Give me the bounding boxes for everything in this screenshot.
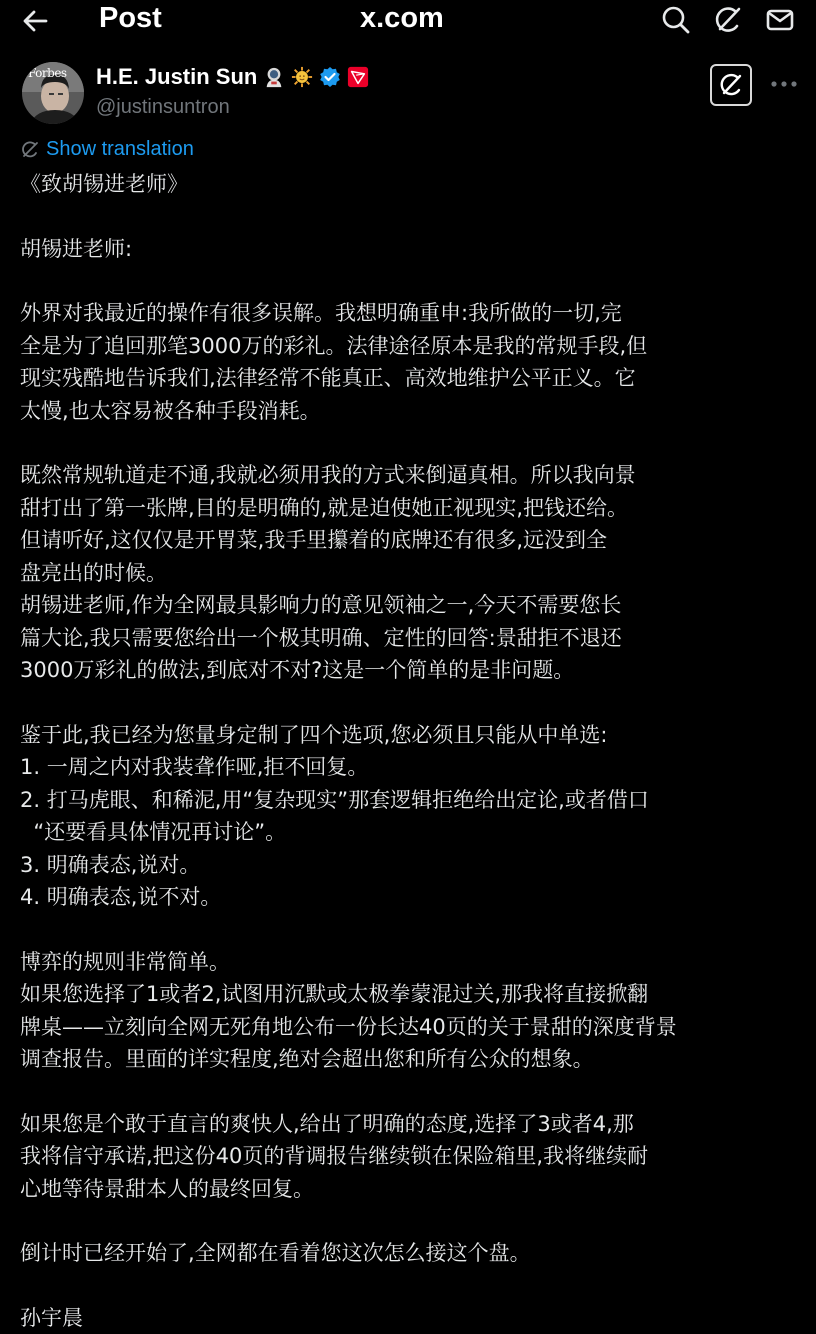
post-paragraph: 胡锡进老师: (20, 233, 800, 266)
avatar-brand: Forbes (28, 66, 67, 80)
search-icon (661, 5, 691, 35)
paragraph-gap (20, 687, 800, 719)
top-actions (660, 4, 796, 36)
author-name-row (96, 64, 369, 90)
verified-badge-icon[interactable] (319, 66, 341, 88)
mail-icon (765, 5, 795, 35)
more-icon (771, 80, 797, 88)
post-signature: 孙宇晨 (20, 1302, 800, 1334)
post-text (20, 168, 800, 1334)
post-paragraph: 博弈的规则非常简单。 如果您选择了1或者2,试图用沉默或太极拳蒙混过关,那我将直接掀翻 牌桌——立刻向全网无死角地公布一份长达40页的关于景甜的深度背景 调查报告。里面的详实程度,绝对会超出您和所有公众的想象。 (20, 946, 800, 1076)
sun-emoji-icon (291, 66, 313, 88)
paragraph-gap (20, 914, 800, 946)
post-paragraph: 倒计时已经开始了,全网都在看着您这次怎么接这个盘。 (20, 1237, 800, 1270)
post-paragraph: 鉴于此,我已经为您量身定制了四个选项,您必须且只能从中单选: 1. 一周之内对我装聋作哑,拒不回复。 2. 打马虎眼、和稀泥,用“复杂现实”那套逻辑拒绝给出定论,或者借口 “还要看具体情况再讨论”。 3. 明确表态,说对。 4. 明确表态,说不对。 (20, 719, 800, 914)
post-paragraph: 《致胡锡进老师》 (20, 168, 800, 201)
author-handle[interactable]: @justinsuntron (96, 96, 230, 119)
grok-icon (713, 5, 743, 35)
grok-explain-button[interactable] (710, 64, 752, 106)
translate-icon (20, 140, 40, 160)
post-paragraph: 既然常规轨道走不通,我就必须用我的方式来倒逼真相。所以我向景 甜打出了第一张牌,目的是明确的,就是迫使她正视现实,把钱还给。 但请听好,这仅仅是开胃菜,我手里攥着的底牌还有很多,远没到全 盘亮出的时候。 胡锡进老师,作为全网最具影响力的意见领袖之一,今天不需要您长 篇大论,我只需要您给出一个极其明确、定性的回答:景甜拒不退还 3000万彩礼的做法,到底对不对?这是一个简单的是非问题。 (20, 459, 800, 687)
more-options-button[interactable] (770, 72, 798, 96)
tron-logo-icon[interactable] (347, 66, 369, 88)
search-button[interactable] (660, 4, 692, 36)
paragraph-gap (20, 427, 800, 459)
avatar[interactable] (22, 62, 84, 124)
messages-button[interactable] (764, 4, 796, 36)
page-title: Post (99, 2, 162, 35)
paragraph-gap (20, 1270, 800, 1302)
post-paragraph: 外界对我最近的操作有很多误解。我想明确重申:我所做的一切,完 全是为了追回那笔3000万的彩礼。法律途径原本是我的常规手段,但 现实残酷地告诉我们,法律经常不能真正、高效地维护公平正义。它 太慢,也太容易被各种手段消耗。 (20, 297, 800, 427)
post-paragraph: 如果您是个敢于直言的爽快人,给出了明确的态度,选择了3或者4,那 我将信守承诺,把这份40页的背调报告继续锁在保险箱里,我将继续耐 心地等待景甜本人的最终回复。 (20, 1108, 800, 1206)
author-name[interactable]: H.E. Justin Sun (96, 64, 257, 90)
arrow-left-icon (21, 7, 49, 35)
paragraph-gap (20, 201, 800, 233)
paragraph-gap (20, 1076, 800, 1108)
paragraph-gap (20, 1205, 800, 1237)
show-translation[interactable] (20, 138, 194, 161)
grok-button[interactable] (712, 4, 744, 36)
back-button[interactable] (20, 6, 50, 36)
paragraph-gap (20, 265, 800, 297)
post-author (22, 62, 802, 128)
domain-label: x.com (360, 2, 444, 35)
astronaut-emoji-icon (263, 66, 285, 88)
grok-icon (718, 72, 744, 98)
top-bar (0, 0, 816, 44)
show-translation-link[interactable]: Show translation (46, 138, 194, 161)
